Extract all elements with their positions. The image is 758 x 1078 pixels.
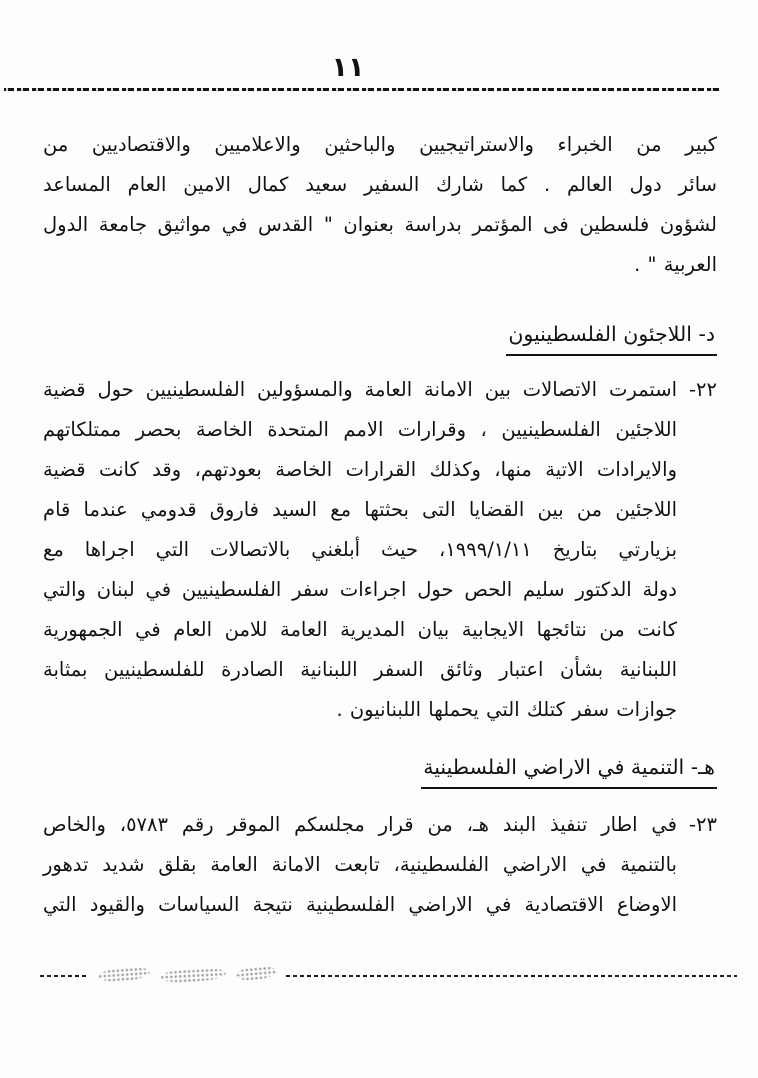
text-line: لشؤون فلسطين فى المؤتمر بدراسة بعنوان " القدس في مواثيق جامعة الدول [43,213,717,236]
text-line: اللاجئين الفلسطينيين ، وقرارات الامم المتحدة الخاصة بحصر ممتلكاتهم [43,418,677,441]
text-line: جوازات سفر كتلك التي يحملها اللبنانيون . [336,698,677,721]
footer-short-dash [40,975,86,977]
text-line: في اطار تنفيذ البند هـ، من قرار مجلسكم الموقر رقم ٥٧٨٣، والخاص [43,813,677,836]
illegible-stamp-marks [98,969,276,982]
top-divider [4,88,719,91]
section-d-heading-text: د- اللاجئون الفلسطينيون [506,319,717,356]
paragraph-22 [43,370,717,730]
text-line: استمرت الاتصالات بين الامانة العامة والمسؤولين الفلسطينيين حول قضية [43,378,677,401]
intro-paragraph [43,125,717,285]
stamp-blob [235,965,276,981]
section-d-heading [43,319,717,356]
stamp-blob [98,966,151,983]
text-line: اللبنانية بشأن اعتبار وثائق السفر اللبنانية الصادرة للفلسطينيين بمثابة [43,658,677,681]
item-number-23: ٢٣- [689,813,717,836]
text-line: كانت من نتائجها الايجابية بيان المديرية العامة للامن العام في الجمهورية [43,618,677,641]
section-h-heading-text: هـ- التنمية في الاراضي الفلسطينية [421,752,717,789]
section-h-heading [43,752,717,789]
text-line: العربية " . [634,253,717,276]
page-number: ١١ [331,52,365,83]
paragraph-22-text [43,370,677,730]
footer [40,969,737,982]
text-line: بالتنمية في الاراضي الفلسطينية، تابعت الامانة العامة بقلق شديد تدهور [43,853,677,876]
text-line: اللاجئين من بين القضايا التى بحثتها مع السيد فاروق قدومي عندما قام [43,498,677,521]
paragraph-23 [43,805,717,925]
text-line: بزيارتي بتاريخ ١٩٩٩/١/١١، حيث أبلغني بالاتصالات التي اجراها مع [43,538,677,561]
text-line: والايرادات الاتية منها، وكذلك القرارات الخاصة بعودتهم، وقد كانت قضية [43,458,677,481]
footer-divider [286,975,737,977]
text-line: كبير من الخبراء والاستراتيجيين والباحثين والاعلاميين والاقتصاديين من [43,133,717,156]
text-line: دولة الدكتور سليم الحص حول اجراءات سفر الفلسطينيين في لبنان والتي [43,578,677,601]
item-number-22: ٢٢- [689,378,717,401]
text-line: سائر دول العالم . كما شارك السفير سعيد كمال الامين العام المساعد [43,173,717,196]
stamp-blob [160,967,227,983]
text-line: الاوضاع الاقتصادية في الاراضي الفلسطينية نتيجة السياسات والقيود التي [43,893,677,916]
paragraph-23-text [43,805,677,925]
